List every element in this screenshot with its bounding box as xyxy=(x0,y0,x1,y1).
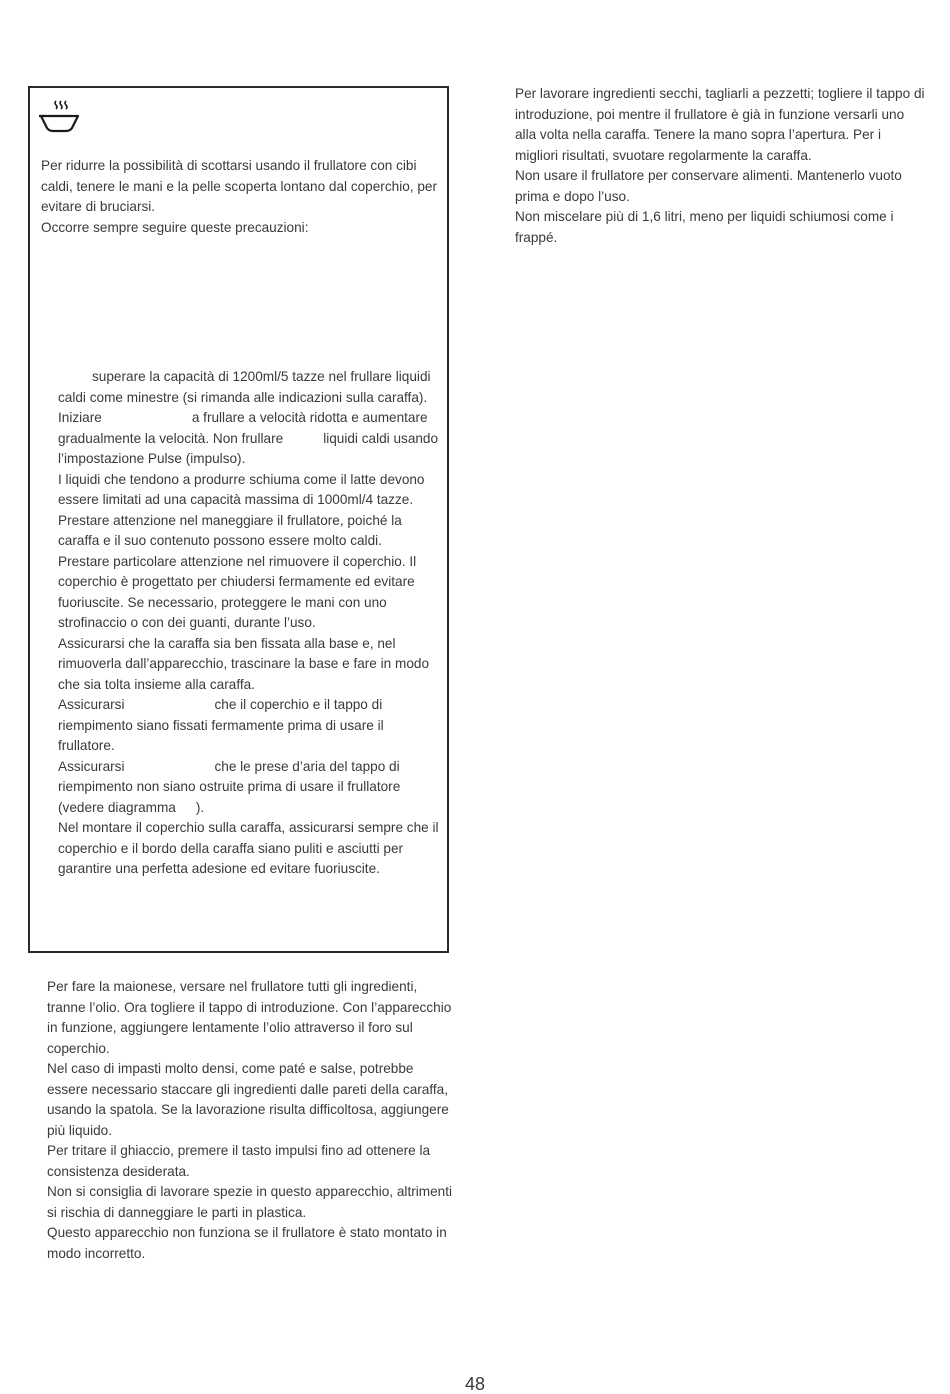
tip-paragraph: Non usare il frullatore per conservare alimenti. Mantenerlo vuoto prima e dopo l’uso. xyxy=(515,168,902,204)
warning-intro xyxy=(41,156,437,238)
tip-paragraph: Non si consiglia di lavorare spezie in questo apparecchio, altrimenti si rischia di danneggiare le parti in plastica. xyxy=(47,1184,453,1220)
tip-paragraph: Per fare la maionese, versare nel frullatore tutti gli ingredienti, tranne l’olio. Ora togliere il tappo di introduzione. Con l’apparecchio in funzione, aggiungere lentamente l’olio attraverso il foro sul coperchio. xyxy=(47,979,452,1056)
usage-tips-left xyxy=(47,977,453,1264)
precautions-list xyxy=(58,367,444,880)
tip-paragraph: Questo apparecchio non funziona se il frullatore è stato montato in modo incorretto. xyxy=(47,1225,447,1261)
hot-liquid-bowl-icon xyxy=(36,98,80,138)
precaution-item: Assicurarsi che la caraffa sia ben fissata alla base e, nel rimuoverla dall’apparecchio, trascinare la base e fare in modo che sia tolta insieme alla caraffa. xyxy=(58,635,430,692)
hot-liquid-warning-box xyxy=(28,86,449,953)
tip-paragraph: Per lavorare ingredienti secchi, tagliarli a pezzetti; togliere il tappo di introduzione, poi mentre il frullatore è già in funzione versarli uno alla volta nella caraffa. Tenere la mano sopra l’apertura. Per i migliori risultati, svuotare regolarmente la caraffa. xyxy=(515,86,925,163)
tip-paragraph: Per tritare il ghiaccio, premere il tasto impulsi fino ad ottenere la consistenza desiderata. xyxy=(47,1143,431,1179)
usage-tips-right xyxy=(515,84,925,248)
precaution-item: Prestare attenzione nel maneggiare il frullatore, poiché la caraffa e il suo contenuto possono essere molto caldi. xyxy=(58,512,402,548)
precaution-item: Nel montare il coperchio sulla caraffa, assicurarsi sempre che il coperchio e il bordo della caraffa siano puliti e asciutti per garantire una perfetta adesione ed evitare fuoriuscite. xyxy=(58,820,439,876)
precaution-item: Prestare particolare attenzione nel rimuovere il coperchio. Il coperchio è progettato per chiudersi fermamente ed evitare fuoriuscite. Se necessario, proteggere le mani con uno strofinaccio o con dei guanti, durante l’uso. xyxy=(58,553,417,630)
tip-paragraph: Non miscelare più di 1,6 litri, meno per liquidi schiumosi come i frappé. xyxy=(515,209,894,245)
precaution-item: Assicurarsi che il coperchio e il tappo di riempimento siano fissati fermamente prima di usare il frullatore. xyxy=(58,697,384,753)
tip-paragraph: Nel caso di impasti molto densi, come paté e salse, potrebbe essere necessario staccare gli ingredienti dalle pareti della caraffa, usando la spatola. Se la lavorazione risulta difficoltosa, aggiungere più liquido. xyxy=(47,1061,449,1138)
precaution-item: Iniziare a frullare a velocità ridotta e aumentare gradualmente la velocità. Non frullare liquidi caldi usando l’impostazione Pulse (impulso). xyxy=(58,410,439,466)
warning-precautions-lead: Occorre sempre seguire queste precauzioni: xyxy=(41,219,309,235)
precaution-item: I liquidi che tendono a produrre schiuma come il latte devono essere limitati ad una capacità massima di 1000ml/4 tazze. xyxy=(58,471,425,507)
warning-intro-text: Per ridurre la possibilità di scottarsi usando il frullatore con cibi caldi, tenere le mani e la pelle scoperta lontano dal coperchio, per evitare di bruciarsi. xyxy=(41,158,437,214)
precaution-item: superare la capacità di 1200ml/5 tazze nel frullare liquidi caldi come minestre (si rimanda alle indicazioni sulla caraffa). xyxy=(58,369,431,405)
precaution-item: Assicurarsi che le prese d’aria del tappo di riempimento non siano ostruite prima di usare il frullatore (vedere diagramma ). xyxy=(58,758,401,815)
page-number: 48 xyxy=(464,1374,486,1394)
